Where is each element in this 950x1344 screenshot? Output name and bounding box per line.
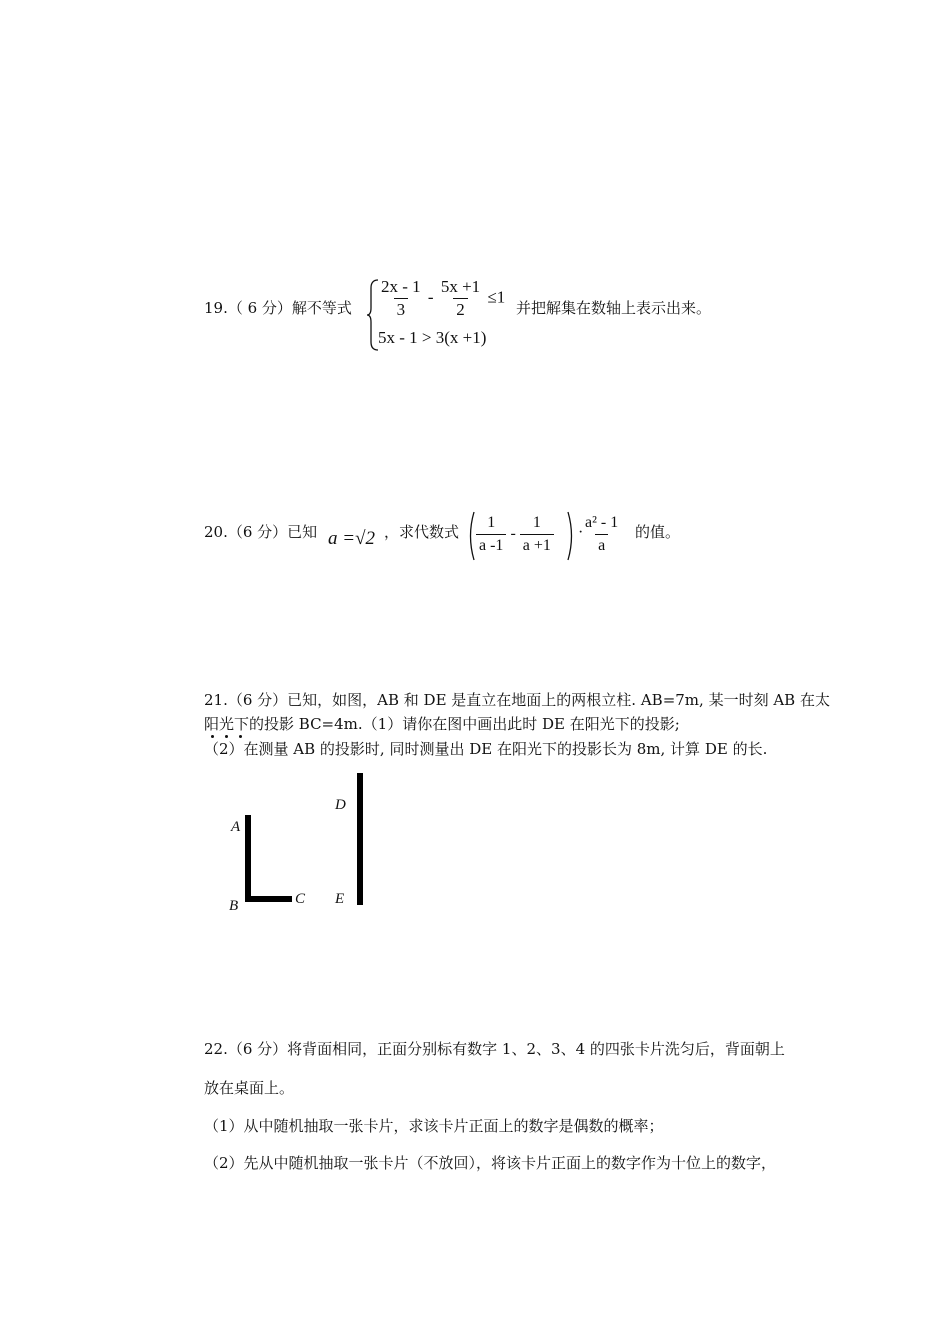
- label-b: B: [229, 898, 239, 914]
- q20-frac2-den: a +1: [520, 534, 554, 557]
- q20-frac1-den: a -1: [476, 534, 506, 557]
- q20-frac3-num: a² - 1: [585, 514, 619, 531]
- pillar-de: [357, 773, 363, 905]
- q22-line-3: （1）从中随机抽取一张卡片，求该卡片正面上的数字是偶数的概率；: [204, 1117, 664, 1135]
- q20-frac3: [582, 512, 621, 557]
- q19-suffix: 并把解集在数轴上表示出来。: [516, 299, 712, 317]
- q19-prefix: 19.（ 6 分）解不等式: [204, 299, 352, 317]
- q20-frac3-den: a: [595, 534, 608, 557]
- q20-middle: ，求代数式: [384, 523, 460, 541]
- q22-line-4: （2）先从中随机抽取一张卡片（不放回），将该卡片正面上的数字作为十位上的数字，: [204, 1154, 777, 1172]
- q20-frac2-num: 1: [532, 514, 541, 531]
- q19-frac1-den: 3: [394, 298, 409, 321]
- q22-line-2: 放在桌面上。: [204, 1079, 295, 1097]
- q22-line-1: 22.（6 分）将背面相同，正面分别标有数字 1、2、3、4 的四张卡片洗匀后，背面朝上: [204, 1040, 785, 1058]
- label-d: D: [335, 797, 346, 813]
- q19-inequality-1: [378, 276, 505, 321]
- q20-suffix: 的值。: [635, 523, 681, 541]
- q19-minus: -: [427, 287, 434, 307]
- left-paren-icon: [466, 510, 476, 562]
- q21-line-1: 21.（6 分）已知，如图，AB 和 DE 是直立在地面上的两根立柱. AB=7m, 某一时刻 AB 在太: [204, 691, 830, 709]
- label-c: C: [295, 891, 306, 907]
- q21-line-3: （2）在测量 AB 的投影时, 同时测量出 DE 在阳光下的投影长为 8m, 计算 DE 的长.: [204, 740, 768, 758]
- q19-frac2-den: 2: [453, 298, 468, 321]
- q20-frac1-num: 1: [487, 514, 496, 531]
- q20-dot: ·: [578, 524, 584, 541]
- q20-given: a =√2: [328, 528, 375, 549]
- right-paren-icon: [566, 510, 576, 562]
- q19-relation: ≤1: [487, 287, 506, 307]
- pillar-ab: [245, 815, 251, 902]
- q21-line-2: 阳光下的投影 BC=4m.（1）请你在图中画出此时 DE 在阳光下的投影;: [204, 715, 680, 733]
- q20-expression: [476, 512, 554, 557]
- q19-frac1-num: 2x - 1: [381, 277, 421, 296]
- q20-minus: -: [510, 525, 516, 543]
- q19-inequality-2: 5x - 1 > 3(x +1): [378, 328, 487, 347]
- label-a: A: [231, 819, 241, 835]
- label-e: E: [335, 891, 345, 907]
- q20-prefix: 20.（6 分）已知: [204, 523, 318, 541]
- q19-frac2-num: 5x +1: [440, 277, 481, 296]
- shadow-bc: [245, 896, 292, 902]
